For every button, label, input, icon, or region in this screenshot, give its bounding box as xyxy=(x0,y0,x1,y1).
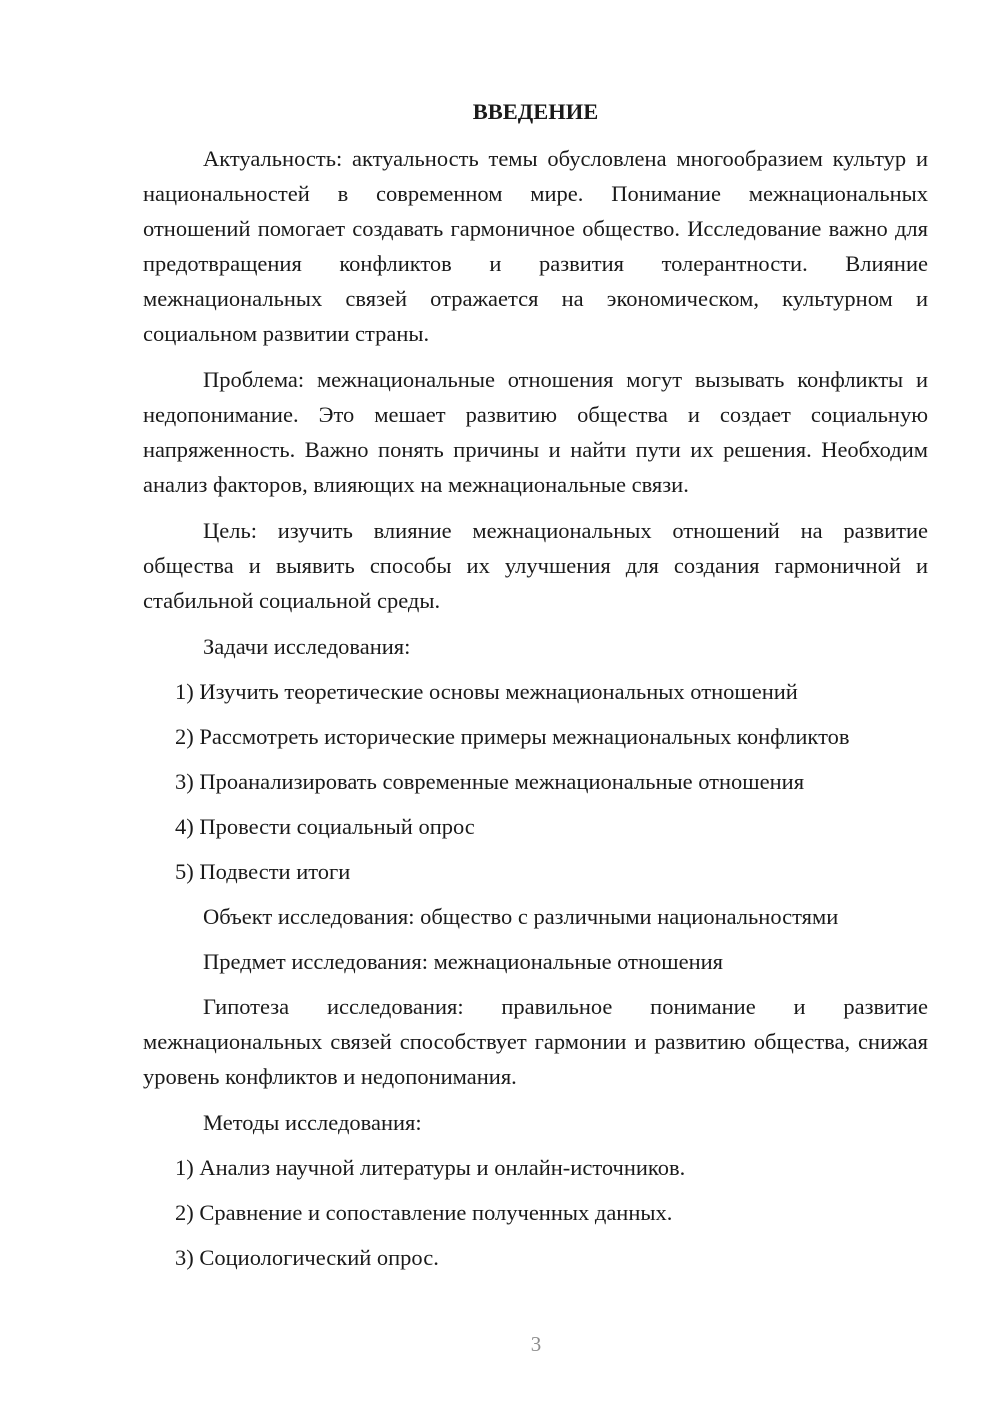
task-item: 1) Изучить теоретические основы межнациональных отношений xyxy=(175,679,798,704)
goal-paragraph: Цель: изучить влияние межнациональных отношений на развитие общества и выявить способы их улучшения для создания гармоничной и стабильной социальной среды. xyxy=(143,518,928,613)
method-item: 1) Анализ научной литературы и онлайн-источников. xyxy=(175,1155,686,1180)
page-content xyxy=(143,94,928,1285)
problem-paragraph: Проблема: межнациональные отношения могут вызывать конфликты и недопонимание. Это мешает развитию общества и создает социальную напряженность. Важно понять причины и найти пути их решения. Необходим анализ факторов, влияющих на межнациональные связи. xyxy=(143,367,928,497)
hypothesis-paragraph: Гипотеза исследования: правильное понимание и развитие межнациональных связей способствует гармонии и развитию общества, снижая уровень конфликтов и недопонимания. xyxy=(143,994,928,1089)
method-item: 3) Социологический опрос. xyxy=(175,1245,439,1270)
subject-line: Предмет исследования: межнациональные отношения xyxy=(203,949,724,974)
method-item: 2) Сравнение и сопоставление полученных данных. xyxy=(175,1200,673,1225)
page-title: ВВЕДЕНИЕ xyxy=(472,99,599,124)
task-item: 4) Провести социальный опрос xyxy=(175,814,475,839)
object-line: Объект исследования: общество с различными национальностями xyxy=(203,904,839,929)
task-item: 3) Проанализировать современные межнациональные отношения xyxy=(175,769,805,794)
tasks-heading: Задачи исследования: xyxy=(203,634,411,659)
task-item: 5) Подвести итоги xyxy=(175,859,351,884)
relevance-paragraph: Актуальность: актуальность темы обусловлена многообразием культур и национальностей в современном мире. Понимание межнациональных отношений помогает создавать гармоничное общество. Исследование важно для предотвращения конфликтов и развития толерантности. Влияние межнациональных связей отражается на экономическом, культурном и социальном развитии страны. xyxy=(143,146,928,346)
methods-heading: Методы исследования: xyxy=(203,1110,422,1135)
task-item: 2) Рассмотреть исторические примеры межнациональных конфликтов xyxy=(175,724,850,749)
page-number: 3 xyxy=(530,1332,542,1356)
